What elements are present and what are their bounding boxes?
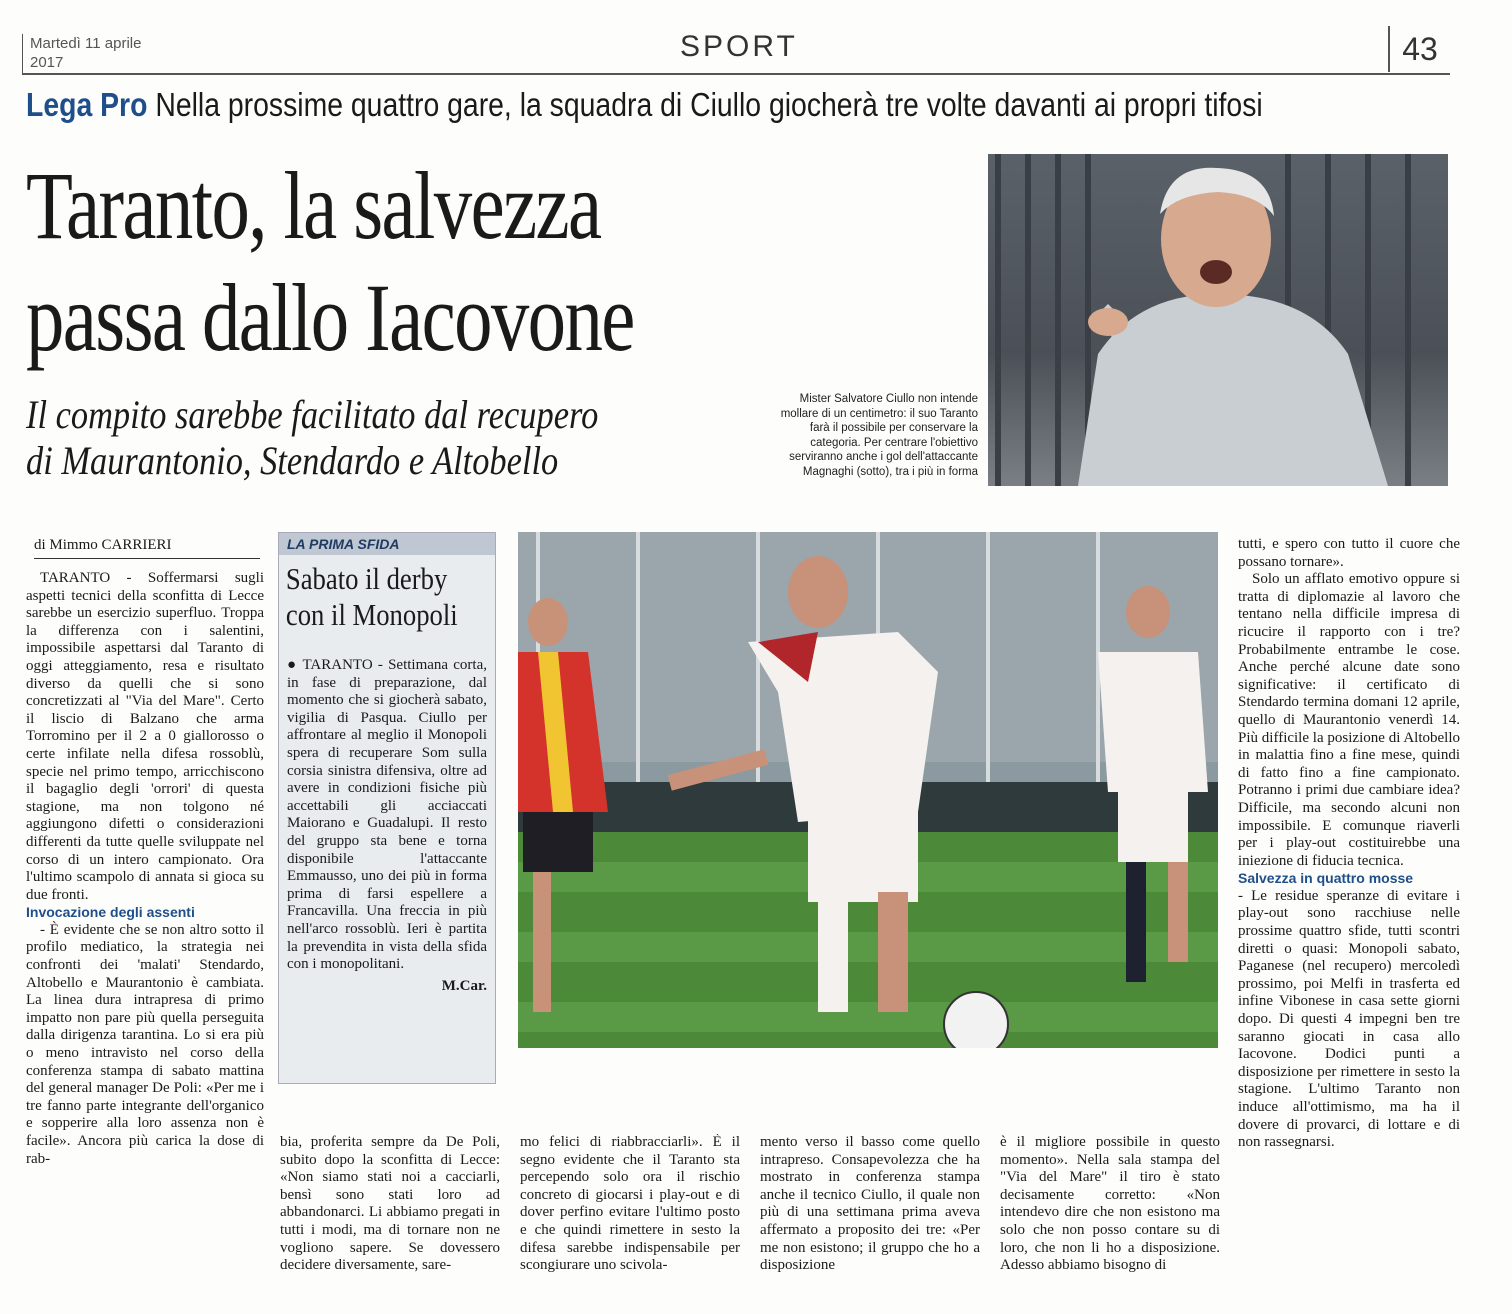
- subheadline-line2: di Maurantonio, Stendardo e Altobello: [26, 438, 559, 483]
- paragraph: TARANTO - Soffermarsi sugli aspetti tecnici della sconfitta di Lecce sarebbe un esercizio superfluo. Troppa la differenza con i salentini, impossibile aspettarsi dal Taranto di oggi atteggiamento, resa e risultato diverso da quelli che si sono concretizzati al "Via del Mare". Certo il liscio di Balzano che arma Torromino per il 2 a 0 giallorosso o certe infilate nella difesa rossoblù, specie nel primo tempo, arricchiscono il bagaglio degli 'orrori' di questa stagione, ma non tolgono né aggiungono difetti o considerazioni differenti da tutte quelle sviluppate nel corso di un intero campionato. Ora l'ultimo scampolo di annata si gioca su due fronti.: [26, 570, 264, 903]
- page-number: 43: [1388, 26, 1450, 72]
- kicker: [26, 86, 1263, 124]
- article-column-6: [1238, 536, 1460, 1296]
- header-rule: [22, 73, 1450, 75]
- sidebar-box-title: [279, 555, 508, 633]
- paragraph: Solo un afflato emotivo oppure si tratta di diplomazie al lavoro che tentano nella difficile impresa di ricucire il rapporto con i tre? Probabilmente entrambe le cose. Anche perché alcune date sono significative: il certificato di Stendardo termina domani 12 aprile, quello di Maurantonio venerdì 14. Più difficile la posizione di Altobello in malattia fino a fine mese, quindi di fatto fino a fine campionato. Potranno i primi due cambiare idea? Difficile, ma secondo alcuni non impossibile. E comunque riaverli per i play-out costituirebbe una iniezione di fiducia tecnica.: [1238, 571, 1460, 869]
- sidebar-box-signature: M.Car.: [441, 977, 487, 994]
- match-photo: [518, 532, 1218, 1048]
- paragraph: mo felici di riabbracciarli». È il segno evidente che il Taranto sta percependo solo ora il rischio concreto di giocarsi i play-out e di dover perfino evitare l'ultimo posto e che quindi rimettere in sesto la difesa sarebbe indispensabile per scongiurare uno scivola-: [520, 1134, 740, 1274]
- byline: di Mimmo CARRIERI: [34, 537, 260, 559]
- headline-line1: Taranto, la salvezza: [26, 152, 601, 259]
- subheadline-line1: Il compito sarebbe facilitato dal recupero: [26, 392, 599, 437]
- issue-date-line2: 2017: [30, 54, 64, 71]
- photo-caption: Mister Salvatore Ciullo non intende mollare di un centimetro: il suo Taranto farà il possibile per conservare la categoria. Per centrare l'obiettivo serviranno anche i gol dell'attaccante Magnaghi (sotto), tra i più in forma: [780, 393, 978, 478]
- header-rule-left: [22, 34, 23, 74]
- coach-photo-graphic: [988, 154, 1448, 486]
- sidebar-box-title-line2: con il Monopoli: [285, 597, 458, 632]
- subheading: Salvezza in quattro mosse: [1238, 870, 1414, 887]
- kicker-tag: Lega Pro: [26, 86, 148, 123]
- article-column-4: [760, 1134, 980, 1306]
- sidebar-box-title-line1: Sabato il derby: [285, 561, 448, 596]
- paragraph: mento verso il basso come quello intrapreso. Consapevolezza che ha mostrato in conferenza stampa anche il tecnico Ciullo, il quale non più di una settimana prima aveva affermato a proposito dei tre: «Per me non esistono; il gruppo che ho a disposizione: [760, 1134, 980, 1274]
- match-photo-graphic: [518, 532, 1218, 1048]
- paragraph: tutti, e spero con tutto il cuore che possano tornare».: [1238, 536, 1460, 570]
- article-column-1: [26, 570, 264, 1300]
- subheadline: [26, 392, 800, 484]
- headline-line2: passa dallo Iacovone: [26, 264, 634, 371]
- subheading: Invocazione degli assenti: [26, 904, 195, 921]
- issue-date: [30, 34, 190, 72]
- paragraph: bia, proferita sempre da De Poli, subito dopo la sconfitta di Lecce: «Non siamo stati noi a cacciarli, bensì sono stati loro ad abbandonarci. Li abbiamo pregati in tutti i modi, ma di tornare non ne vogliono sapere. Se dovessero decidere diversamente, sare-: [280, 1134, 500, 1274]
- sidebar-box-tag: LA PRIMA SFIDA: [279, 533, 495, 555]
- coach-photo: [988, 154, 1448, 486]
- article-column-3: [520, 1134, 740, 1306]
- article-column-5: [1000, 1134, 1220, 1306]
- paragraph: - Le residue speranze di evitare i play-out sono racchiuse nelle prossime quattro sfide, tutti scontri diretti o quasi: Monopoli sabato, Paganese (nel recupero) mercoledì prossimo, poi Melfi in trasferta ed infine Vibonese in casa sette giorni dopo. Di questi 4 impegni ben tre saranno giocati in casa allo Iacovone. Dodici punti a disposizione per rimettere in sesto la stagione. L'ultimo Taranto non induce all'ottimismo, ma ha il dovere di provarci, di lottare e di non rassegnarsi.: [1238, 887, 1460, 1151]
- section-title: SPORT: [680, 30, 798, 63]
- issue-date-line1: Martedì 11 aprile: [30, 35, 142, 52]
- sidebar-box-body: ● TARANTO - Settimana corta, in fase di preparazione, dal momento che si giocherà sabato, vigilia di Pasqua. Ciullo per affrontare al meglio il Monopoli spera di recuperare Som sulla corsia sinistra difensiva, oltre ad avere in condizioni fisiche più accettabili gli acciaccati Maiorano e Guadalupi. Il resto del gruppo sta bene e torna disponibile l'attaccante Emmausso, uno dei più in forma prima di farsi espellere a Francavilla. Una freccia in più nell'arco rossoblù. Ieri è partita la prevendita in vista della sfida con i monopolitani.: [287, 657, 487, 973]
- article-column-2: [280, 1134, 500, 1306]
- paragraph: - È evidente che se non altro sotto il profilo mediatico, la strategia nei confronti dei 'malati' Stendardo, Altobello e Maurantonio è cambiata. La linea dura intrapresa di primo impatto non pare più quella perseguita dalla dirigenza tarantina. Lo si era più o meno intravisto nel corso della conferenza stampa di sabato mattina del general manager De Poli: «Per me i tre fanno parte integrante dell'organico e sopperire alla loro assenza non è facile». Ancora più carica la dose di rab-: [26, 921, 264, 1167]
- kicker-text: Nella prossime quattro gare, la squadra di Ciullo giocherà tre volte davanti ai propri tifosi: [155, 86, 1263, 123]
- paragraph: è il migliore possibile in questo momento». Nella sala stampa del "Via del Mare" il tiro è stato decisamente corretto: «Non intendevo dire che non esistono ma solo che non posso contare su di loro, che non li ho a disposizione. Adesso abbiamo bisogno di: [1000, 1134, 1220, 1274]
- sidebar-box: [278, 532, 496, 1084]
- headline: [26, 150, 986, 374]
